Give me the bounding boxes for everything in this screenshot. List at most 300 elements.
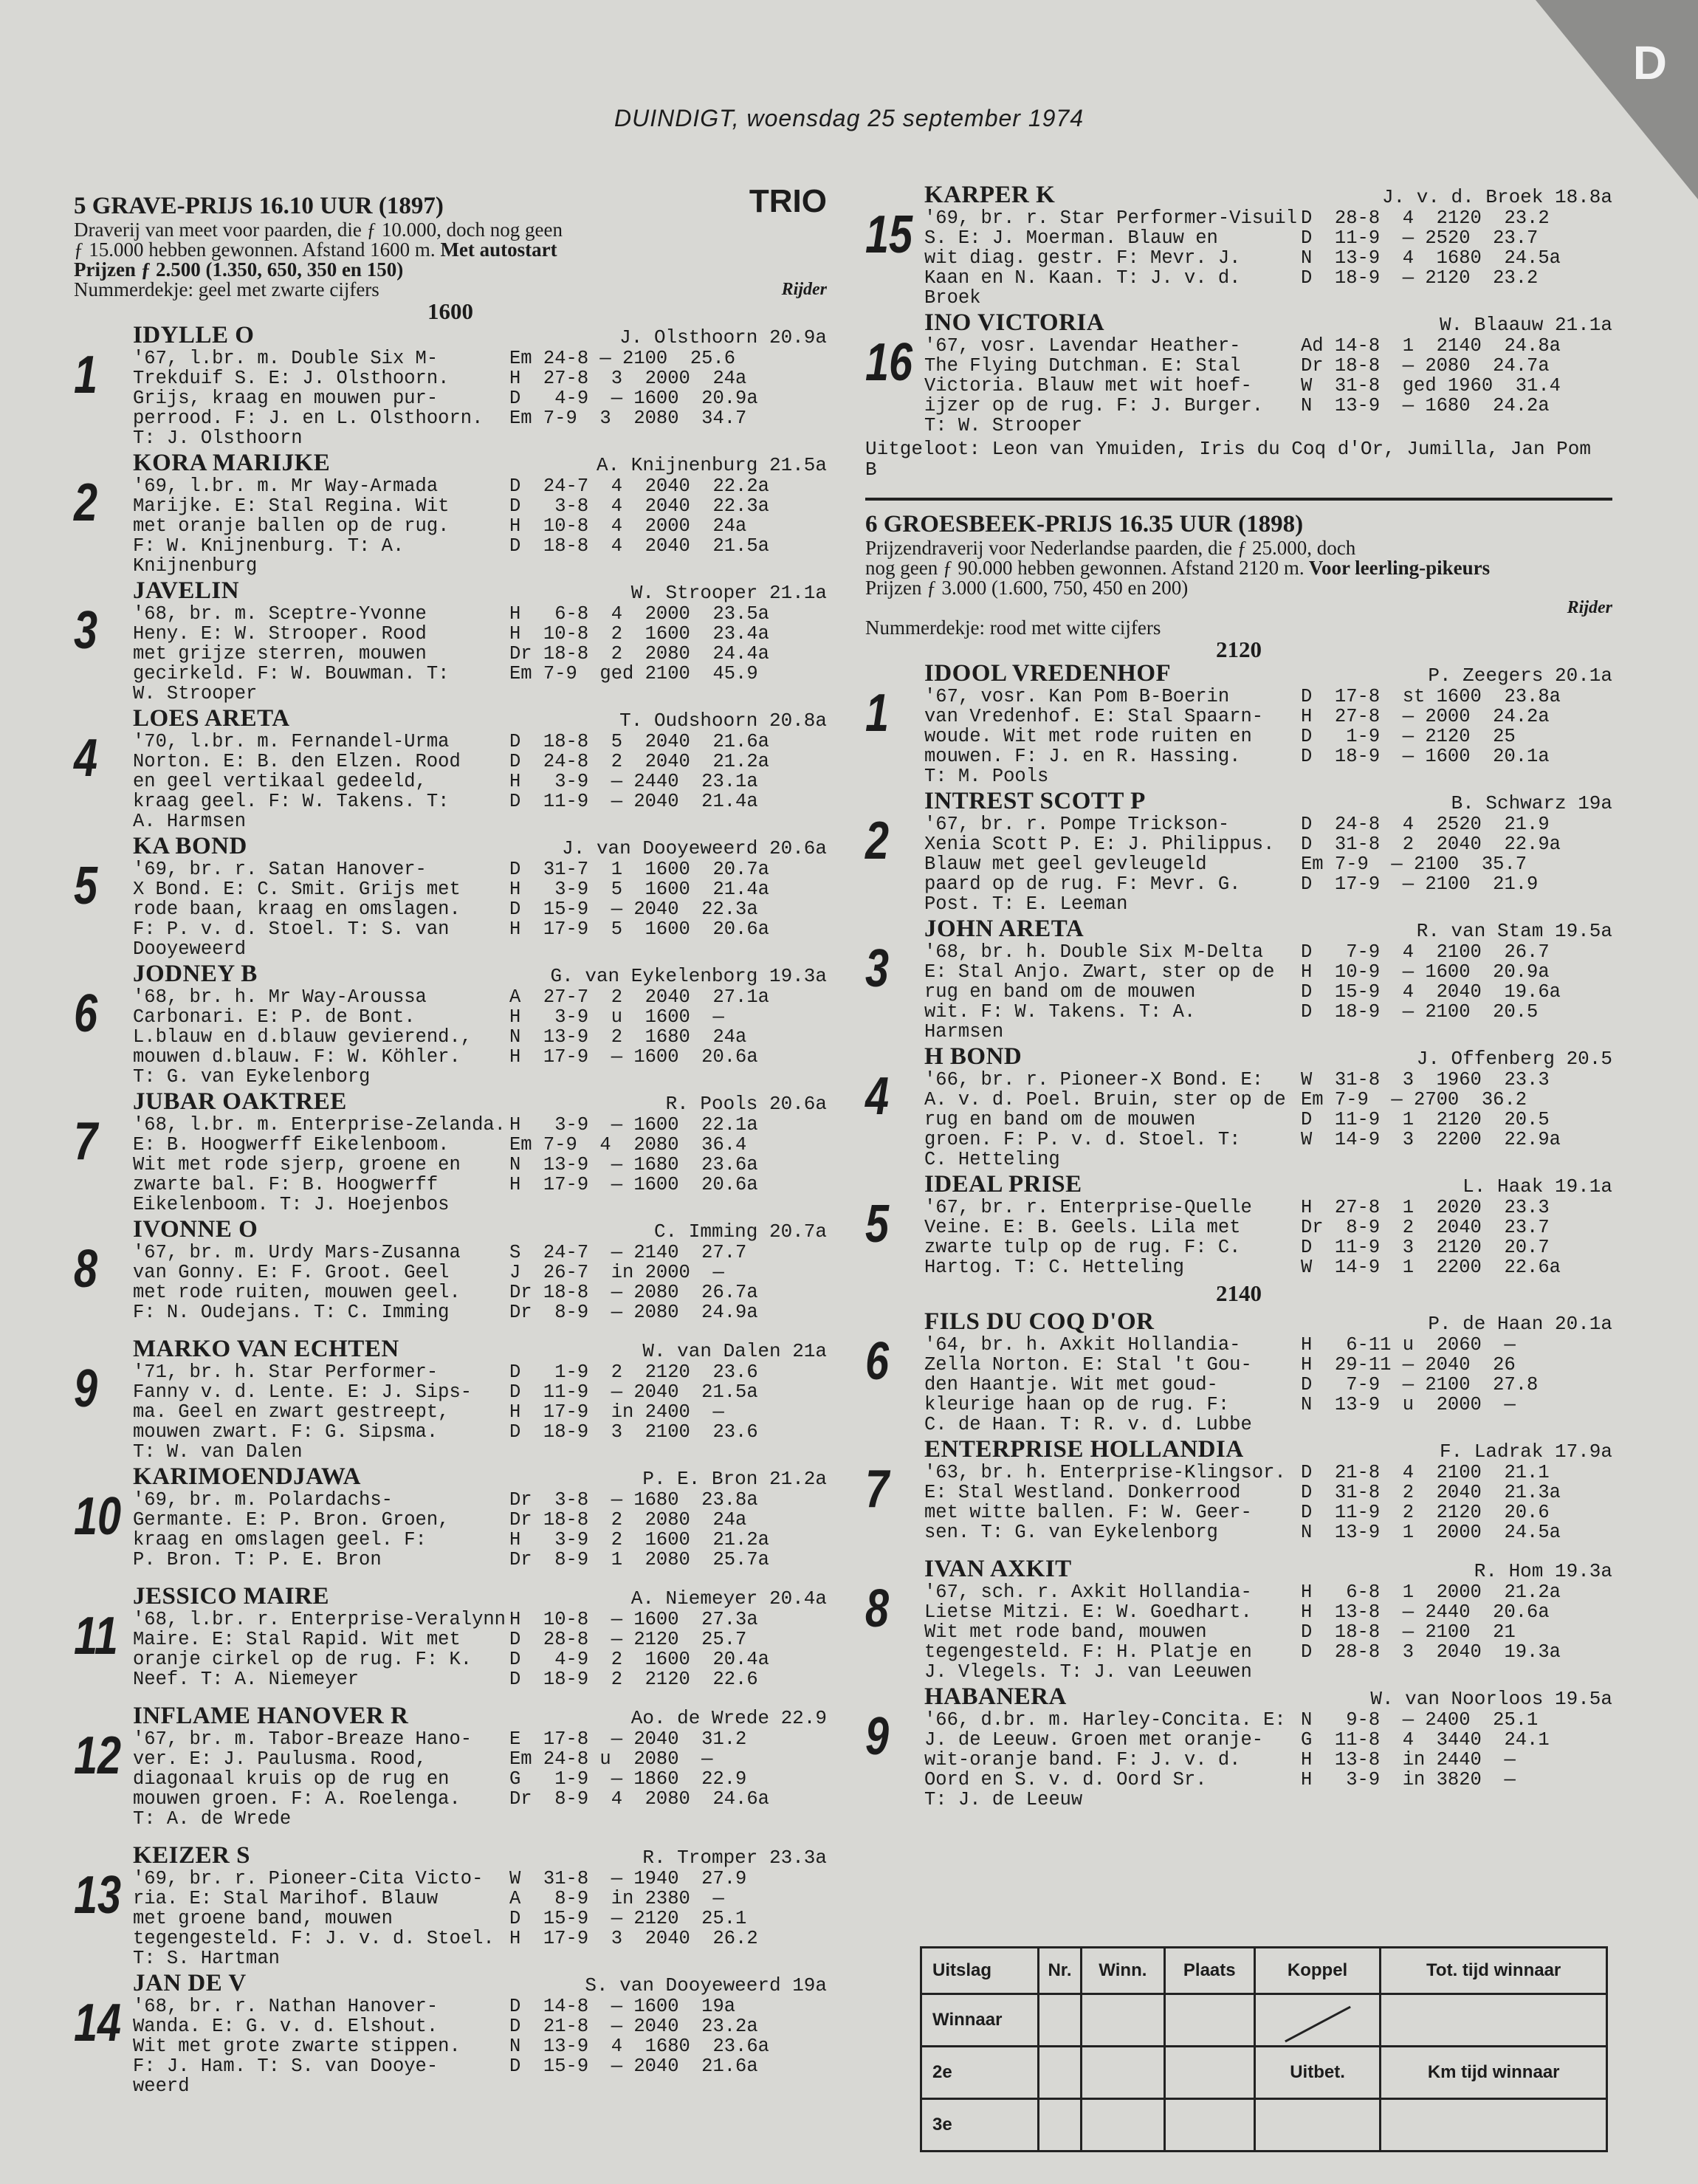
horse-body [924, 1582, 1612, 1682]
result-table-header [921, 1948, 1607, 1994]
start-number: 3 [865, 939, 890, 998]
horse-entry [74, 1704, 827, 1829]
race-5-condition-line: Draverij van meet voor paarden, die ƒ 10.000, doch nog geen [74, 219, 563, 241]
race-6-horse-list-2140 [865, 1310, 1612, 1810]
horse-name: KEIZER S [133, 1842, 250, 1869]
result-line: Dr 3-8 — 1680 23.8a [509, 1489, 758, 1511]
horse-description: '67, br. m. Tabor-Breaze Hano- ver. E: J. Paulusma. Rood, diagonaal kruis op de rug en mouwen groen. F: A. Roelenga. T: A. de Wrede [133, 1728, 472, 1830]
start-number: 4 [74, 729, 98, 788]
result-line: D 24-7 4 2040 22.2a [509, 475, 769, 497]
recent-results [1301, 1582, 1612, 1682]
horse-name: KA BOND [133, 833, 247, 859]
header-tot-tijd: Tot. tijd winnaar [1381, 1948, 1607, 1994]
horse-description: '64, br. h. Axkit Hollandia- Zella Norton. E: Stal 't Gou- den Haantje. Wit met goud- kleurige haan op de rug. F: C. de Haan. T: R. v. d. Lubbe [924, 1334, 1252, 1435]
race-5-header [74, 183, 827, 220]
horse-entry [74, 1337, 827, 1462]
driver-record: L. Haak 19.1a [1462, 1175, 1612, 1198]
result-line: D 4-9 2 1600 20.4a [509, 1649, 769, 1670]
horse-name: KARIMOENDJAWA [133, 1463, 362, 1490]
header-koppel: Koppel [1254, 1948, 1381, 1994]
driver-record: P. E. Bron 21.2a [642, 1468, 827, 1490]
recent-results [1301, 814, 1612, 914]
horse-entry [74, 1465, 827, 1570]
horse-header [133, 579, 827, 604]
result-line: H 10-8 — 1600 27.3a [509, 1609, 758, 1630]
horse-description: '67, br. m. Urdy Mars-Zusanna van Gonny. E: F. Groot. Geel met rode ruiten, mouwen geel. F: N. Oudejans. T: C. Imming [133, 1242, 461, 1323]
horse-entry [865, 1310, 1612, 1435]
cell-empty [1381, 1994, 1607, 2047]
cell-empty [1039, 2099, 1082, 2152]
result-line: W 31-8 3 1960 23.3 [1301, 1069, 1550, 1091]
driver-record: W. Blaauw 21.1a [1439, 314, 1612, 336]
horse-body [924, 1335, 1612, 1435]
horse-description: '69, br. r. Satan Hanover- X Bond. E: C. Smit. Grijs met rode baan, kraag en omslagen. F: P. v. d. Stoel. T: S. van Dooyeweerd [133, 859, 461, 960]
recent-results [509, 1490, 827, 1570]
result-line: D 11-9 — 2040 21.4a [509, 791, 758, 812]
result-line: H 3-9 in 3820 — [1301, 1769, 1516, 1790]
horse-body [924, 208, 1612, 308]
result-line: Em 7-9 ged 2100 45.9 [509, 663, 758, 684]
result-line: D 11-9 2 2120 20.6 [1301, 1502, 1550, 1523]
recent-results [509, 1243, 827, 1322]
race-5-distance-text: ƒ 15.000 hebben gewonnen. Afstand 1600 m. [74, 238, 436, 261]
driver-record: R. Hom 19.3a [1474, 1560, 1612, 1582]
cell-km-tijd: Km tijd winnaar [1381, 2047, 1607, 2099]
start-number: 1 [865, 684, 890, 743]
header-nr: Nr. [1039, 1948, 1082, 1994]
horse-header [924, 1045, 1612, 1070]
horse-name: JAN DE V [133, 1970, 247, 1996]
race-6-condition-line [865, 558, 1612, 578]
horse-name: MARKO VAN ECHTEN [133, 1336, 399, 1362]
horse-entry [865, 311, 1612, 436]
horse-description: '66, d.br. m. Harley-Concita. E: J. de Leeuw. Groen met oranje- wit-oranje band. F: J. v. d. Oord en S. v. d. Oord Sr. T: J. de Leeuw [924, 1709, 1286, 1810]
driver-record: P. Zeegers 20.1a [1428, 665, 1612, 687]
horse-entry [865, 1685, 1612, 1810]
horse-header [133, 1704, 827, 1729]
horse-entry [865, 917, 1612, 1042]
race-6-rijder-row [865, 598, 1612, 618]
horse-header [133, 1584, 827, 1610]
horse-description: '69, l.br. m. Mr Way-Armada Marijke. E: Stal Regina. Wit met oranje ballen op de rug. F: W. Knijnenburg. T: A. Knijnenburg [133, 475, 450, 577]
driver-record: R. van Stam 19.5a [1416, 920, 1612, 942]
result-line: A 8-9 in 2380 — [509, 1888, 724, 1909]
recent-results [509, 348, 827, 448]
result-line: H 6-8 1 2000 21.2a [1301, 1582, 1561, 1603]
horse-name: JAVELIN [133, 577, 240, 604]
driver-record: G. van Eykelenborg 19.3a [550, 965, 827, 987]
horse-header [133, 323, 827, 348]
recent-results [1301, 687, 1612, 786]
result-line: H 10-8 2 1600 23.4a [509, 623, 769, 645]
driver-record: W. Strooper 21.1a [630, 582, 827, 604]
race-5-autostart: Met autostart [435, 238, 557, 261]
horse-description: '68, br. m. Sceptre-Yvonne Heny. E: W. Strooper. Rood met grijze sterren, mouwen gecirkeld. F: W. Bouwman. T: W. Strooper [133, 603, 450, 704]
start-number: 16 [865, 333, 913, 392]
horse-description: '67, vosr. Kan Pom B-Boerin van Vredenhof. E: Stal Spaarn- woude. Wit met rode ruiten en mouwen. F: J. en R. Hassing. T: M. Pools [924, 686, 1264, 787]
horse-entry [865, 1045, 1612, 1170]
result-line: H 29-11 — 2040 26 [1301, 1354, 1516, 1376]
horse-body [133, 1729, 827, 1829]
race-6-distance-2140: 2140 [1216, 1280, 1262, 1306]
horse-body [924, 336, 1612, 436]
horse-description: '68, br. h. Double Six M-Delta E: Stal Anjo. Zwart, ster op de rug en band om de mouwen wit. F: W. Takens. T: A. Harmsen [924, 941, 1275, 1043]
rijder-label: Rijder [781, 280, 827, 299]
result-line: E 17-8 — 2040 31.2 [509, 1728, 747, 1750]
start-number: 1 [74, 346, 98, 405]
result-line: Dr 8-9 — 2080 24.9a [509, 1302, 758, 1323]
start-number: 13 [74, 1866, 122, 1925]
header-uitslag: Uitslag [921, 1948, 1039, 1994]
recent-results [1301, 336, 1612, 436]
horse-body [133, 1115, 827, 1215]
result-line: N 9-8 — 2400 25.1 [1301, 1709, 1539, 1731]
driver-record: J. Offenberg 20.5 [1416, 1048, 1612, 1070]
result-line: H 13-8 in 2440 — [1301, 1749, 1516, 1771]
section-divider [865, 498, 1612, 501]
uitgeloot-note: Uitgeloot: Leon van Ymuiden, Iris du Coq d'Or, Jumilla, Jan Pom B [865, 438, 1591, 481]
horse-description: '69, br. r. Star Performer-Visuil S. E: J. Moerman. Blauw en wit diag. gestr. F: Mevr. J. Kaan en N. Kaan. T: J. v. d. Broek [924, 207, 1297, 309]
recent-results [509, 1869, 827, 1968]
start-number: 5 [865, 1195, 890, 1254]
horse-entry [865, 662, 1612, 786]
horse-description: '67, br. r. Pompe Trickson- Xenia Scott P. E: J. Philippus. Blauw met geel gevleugeld paard op de rug. F: Mevr. G. Post. T: E. Leeman [924, 814, 1275, 915]
start-number: 8 [74, 1240, 98, 1299]
race-6-nummerdekje: Nummerdekje: rood met witte cijfers [865, 617, 1161, 639]
horse-header [133, 1465, 827, 1490]
result-line: D 18-8 4 2040 21.5a [509, 535, 769, 557]
result-line: H 17-9 5 1600 20.6a [509, 918, 769, 940]
result-line: A 27-7 2 2040 27.1a [509, 986, 769, 1008]
horse-entry [74, 451, 827, 576]
start-number: 6 [74, 984, 98, 1043]
driver-record: T. Oudshoorn 20.8a [619, 710, 827, 732]
horse-entry [74, 962, 827, 1087]
horse-name: HABANERA [924, 1683, 1067, 1710]
horse-body [924, 687, 1612, 786]
start-number: 5 [74, 856, 98, 916]
rijder-label: Rijder [1567, 598, 1612, 617]
race-6-conditions [865, 538, 1612, 598]
horse-body [924, 814, 1612, 914]
result-line: D 28-8 4 2120 23.2 [1301, 207, 1550, 229]
result-line: D 31-7 1 1600 20.7a [509, 859, 769, 880]
recent-results [1301, 1198, 1612, 1277]
race-6-header [865, 511, 1612, 538]
result-line: H 3-9 — 1600 22.1a [509, 1114, 758, 1136]
result-line: S 24-7 — 2140 27.7 [509, 1242, 747, 1263]
start-number: 9 [74, 1359, 98, 1418]
horse-header [924, 789, 1612, 814]
horse-header [133, 451, 827, 476]
result-line: Dr 18-8 2 2080 24.4a [509, 643, 769, 665]
dateline: DUINDIGT, woensdag 25 september 1974 [613, 105, 1085, 131]
horse-entry [74, 707, 827, 831]
horse-entry [74, 834, 827, 959]
result-line: D 31-8 2 2040 21.3a [1301, 1482, 1561, 1503]
result-line: D 1-9 — 2120 25 [1301, 726, 1516, 747]
horse-header [133, 834, 827, 859]
start-number: 11 [74, 1607, 118, 1666]
race-5-nummerdekje: Nummerdekje: geel met zwarte cijfers [74, 278, 379, 301]
driver-record: R. Pools 20.6a [665, 1093, 827, 1115]
result-line: H 3-9 u 1600 — [509, 1006, 724, 1028]
start-number: 15 [865, 205, 913, 264]
result-line: H 10-9 — 1600 20.9a [1301, 961, 1550, 983]
horse-body [133, 1243, 827, 1322]
recent-results [1301, 1463, 1612, 1542]
driver-record: P. de Haan 20.1a [1428, 1313, 1612, 1335]
race-5-distance-heading: 1600 [427, 298, 473, 324]
result-line: G 1-9 — 1860 22.9 [509, 1768, 747, 1790]
horse-name: INFLAME HANOVER R [133, 1703, 409, 1729]
race-5-title: 5 GRAVE-PRIJS 16.10 UUR (1897) [74, 193, 444, 219]
horse-description: '63, br. h. Enterprise-Klingsor. E: Stal Westland. Donkerrood met witte ballen. F: W. Geer- sen. T: G. van Eykelenborg [924, 1462, 1286, 1543]
start-number: 3 [74, 601, 98, 660]
horse-description: '68, l.br. r. Enterprise-Veralynn Maire. E: Stal Rapid. Wit met oranje cirkel op de rug. F: K. Neef. T: A. Niemeyer [133, 1609, 506, 1690]
horse-description: '70, l.br. m. Fernandel-Urma Norton. E: B. den Elzen. Rood en geel vertikaal gedeeld, kraag geel. F: W. Takens. T: A. Harmsen [133, 731, 461, 832]
result-line: D 28-8 — 2120 25.7 [509, 1629, 747, 1650]
result-line: H 27-8 — 2000 24.2a [1301, 706, 1550, 727]
result-line: H 17-9 — 1600 20.6a [509, 1174, 758, 1195]
recent-results [509, 604, 827, 704]
cell-empty [1164, 2047, 1254, 2099]
result-line: D 11-9 — 2520 23.7 [1301, 227, 1539, 249]
recent-results [509, 1996, 827, 2096]
race-6-distance-2120: 2120 [1216, 636, 1262, 662]
horse-header [924, 311, 1612, 336]
horse-name: KARPER K [924, 182, 1056, 208]
row-label-winnaar: Winnaar [921, 1994, 1039, 2047]
result-line: D 18-9 — 2100 20.5 [1301, 1001, 1539, 1023]
horse-entry [865, 789, 1612, 914]
result-line: Em 24-8 u 2080 — [509, 1748, 713, 1770]
cell-slash [1254, 1994, 1381, 2047]
driver-record: A. Niemeyer 20.4a [630, 1587, 827, 1610]
result-line: D 11-9 — 2040 21.5a [509, 1381, 758, 1403]
result-line: D 7-9 — 2100 27.8 [1301, 1374, 1539, 1395]
horse-entry [865, 1557, 1612, 1682]
result-line: Dr 18-8 — 2080 24.7a [1301, 355, 1550, 377]
cell-empty [1164, 1994, 1254, 2047]
horse-body [133, 987, 827, 1087]
race-6-condition-line: Prijzendraverij voor Nederlandse paarden, die ƒ 25.000, doch [865, 537, 1356, 559]
result-line: Dr 8-9 4 2080 24.6a [509, 1788, 769, 1810]
race-6-horse-list [865, 662, 1612, 1277]
horse-header [924, 1685, 1612, 1710]
start-number: 8 [865, 1579, 890, 1638]
result-line: D 7-9 4 2100 26.7 [1301, 941, 1550, 963]
result-line: D 21-8 4 2100 21.1 [1301, 1462, 1550, 1483]
result-row-2e [921, 2047, 1607, 2099]
horse-entry [74, 1971, 827, 2096]
horse-header [133, 1337, 827, 1362]
horse-description: '67, br. r. Enterprise-Quelle Veine. E: B. Geels. Lila met zwarte tulp op de rug. F: C. Hartog. T: C. Hetteling [924, 1197, 1252, 1278]
result-line: Ad 14-8 1 2140 24.8a [1301, 335, 1561, 357]
driver-record: S. van Dooyeweerd 19a [585, 1974, 827, 1996]
race-5-horse-list-cont [865, 183, 1612, 436]
slash-mark [1285, 2006, 1351, 2043]
recent-results [509, 732, 827, 831]
horse-description: '71, br. h. Star Performer- Fanny v. d. Lente. E: J. Sips- ma. Geel en zwart gestreept, mouwen zwart. F: G. Sipsma. T: W. van Dalen [133, 1361, 472, 1463]
horse-description: '67, sch. r. Axkit Hollandia- Lietse Mitzi. E: W. Goedhart. Wit met rode band, mouwen tegengesteld. F: H. Platje en J. Vlegels. T: J. van Leeuwen [924, 1582, 1252, 1683]
result-line: D 11-9 1 2120 20.5 [1301, 1109, 1550, 1130]
result-line: N 13-9 — 1680 23.6a [509, 1154, 758, 1175]
result-line: Em 7-9 — 2100 35.7 [1301, 854, 1527, 875]
driver-record: B. Schwarz 19a [1451, 792, 1612, 814]
result-line: Dr 8-9 2 2040 23.7 [1301, 1217, 1550, 1238]
horse-description: '69, br. r. Pioneer-Cita Victo- ria. E: Stal Marihof. Blauw met groene band, mouwen tegengesteld. F: J. v. d. Stoel. T: S. Hartman [133, 1868, 495, 1969]
cell-empty [1081, 1994, 1164, 2047]
horse-name: KORA MARIJKE [133, 450, 331, 476]
cell-empty [1039, 1994, 1082, 2047]
result-line: W 14-9 1 2200 22.6a [1301, 1257, 1561, 1278]
race-5-conditions [74, 220, 827, 280]
result-line: N 13-9 1 2000 24.5a [1301, 1522, 1561, 1543]
horse-name: JESSICO MAIRE [133, 1583, 329, 1610]
row-label-2e: 2e [921, 2047, 1039, 2099]
horse-description: '68, br. h. Mr Way-Aroussa Carbonari. E: P. de Bont. L.blauw en d.blauw gevierend., mouwen d.blauw. F: W. Köhler. T: G. van Eykelenborg [133, 986, 472, 1088]
race-5-prizes: Prijzen ƒ 2.500 (1.350, 650, 350 en 150) [74, 258, 404, 281]
horse-header [133, 1218, 827, 1243]
horse-header [924, 662, 1612, 687]
recent-results [509, 1610, 827, 1689]
result-line: D 24-8 4 2520 21.9 [1301, 814, 1550, 835]
result-line: W 14-9 3 2200 22.9a [1301, 1129, 1561, 1150]
horse-name: INTREST SCOTT P [924, 788, 1146, 814]
driver-record: Ao. de Wrede 22.9 [630, 1707, 827, 1729]
recent-results [1301, 1710, 1612, 1810]
recent-results [509, 1115, 827, 1215]
horse-entry [74, 1218, 827, 1322]
horse-name: INO VICTORIA [924, 309, 1105, 336]
race-6-leerling: Voor leerling-pikeurs [1304, 557, 1491, 579]
cell-empty [1081, 2047, 1164, 2099]
recent-results [509, 476, 827, 576]
result-line: W 31-8 ged 1960 31.4 [1301, 375, 1561, 396]
start-number: 4 [865, 1067, 890, 1126]
result-row-3e [921, 2099, 1607, 2152]
result-line: D 18-9 3 2100 23.6 [509, 1421, 758, 1443]
result-line: Em 7-9 — 2700 36.2 [1301, 1089, 1527, 1110]
result-line: H 6-11 u 2060 — [1301, 1334, 1516, 1356]
cell-empty [1381, 2099, 1607, 2152]
result-line: D 15-9 — 2040 22.3a [509, 899, 758, 920]
driver-record: A. Knijnenburg 21.5a [596, 454, 827, 476]
horse-name: JOHN ARETA [924, 916, 1085, 942]
recent-results [1301, 1335, 1612, 1435]
horse-body [133, 1490, 827, 1570]
horse-name: FILS DU COQ D'OR [924, 1308, 1155, 1335]
driver-record: C. Imming 20.7a [653, 1220, 827, 1243]
start-number: 9 [865, 1707, 890, 1766]
result-line: D 28-8 3 2040 19.3a [1301, 1641, 1561, 1663]
result-line: H 27-8 3 2000 24a [509, 368, 747, 389]
result-line: Dr 18-8 — 2080 26.7a [509, 1282, 758, 1303]
recent-results [1301, 208, 1612, 308]
horse-name: ENTERPRISE HOLLANDIA [924, 1436, 1244, 1463]
horse-body [133, 1869, 827, 1968]
horse-header [133, 1090, 827, 1115]
recent-results [509, 1362, 827, 1462]
horse-header [133, 707, 827, 732]
driver-record: F. Ladrak 17.9a [1439, 1440, 1612, 1463]
result-line: G 11-8 4 3440 24.1 [1301, 1729, 1550, 1751]
horse-description: '68, br. r. Nathan Hanover- Wanda. E: G. v. d. Elshout. Wit met grote zwarte stippen. F: J. Ham. T: S. van Dooye- weerd [133, 1996, 461, 2097]
horse-entry [74, 1584, 827, 1689]
race-5-nummer-row [74, 280, 827, 300]
result-line: D 1-9 2 2120 23.6 [509, 1361, 758, 1383]
driver-record: J. v. d. Broek 18.8a [1381, 186, 1612, 208]
result-line: H 3-9 — 2440 23.1a [509, 771, 758, 792]
horse-name: IVAN AXKIT [924, 1556, 1072, 1582]
result-table [920, 1946, 1608, 2152]
horse-entry [865, 1438, 1612, 1542]
race-6-distance-text: nog geen ƒ 90.000 hebben gewonnen. Afstand 2120 m. [865, 557, 1305, 579]
start-number: 2 [865, 811, 890, 870]
start-number: 10 [74, 1487, 122, 1546]
horse-header [924, 1310, 1612, 1335]
result-line: N 13-9 2 1680 24a [509, 1026, 747, 1048]
recent-results [1301, 942, 1612, 1042]
horse-name: IDEAL PRISE [924, 1171, 1082, 1198]
race-5-condition-line [74, 240, 827, 260]
horse-header [924, 1172, 1612, 1198]
recent-results [509, 859, 827, 959]
result-line: Dr 8-9 1 2080 25.7a [509, 1549, 769, 1570]
start-number: 7 [74, 1112, 98, 1171]
horse-body [133, 348, 827, 448]
result-line: H 27-8 1 2020 23.3 [1301, 1197, 1550, 1218]
result-line: D 17-9 — 2100 21.9 [1301, 873, 1539, 895]
result-line: D 15-9 — 2120 25.1 [509, 1908, 747, 1929]
result-line: D 18-9 — 2120 23.2 [1301, 267, 1539, 289]
horse-name: JUBAR OAKTREE [133, 1088, 347, 1115]
page-corner-fold [1536, 0, 1698, 199]
result-line: Em 7-9 4 2080 36.4 [509, 1134, 747, 1155]
horse-description: '67, l.br. m. Double Six M- Trekduif S. E: J. Olsthoorn. Grijs, kraag en mouwen pur- perrood. F: J. en L. Olsthoorn. T: J. Olsthoorn [133, 348, 484, 449]
result-line: H 17-9 in 2400 — [509, 1401, 724, 1423]
horse-body [133, 604, 827, 704]
trio-badge: TRIO [749, 183, 827, 219]
result-line: Em 7-9 3 2080 34.7 [509, 408, 747, 429]
horse-name: IDYLLE O [133, 322, 255, 348]
row-label-3e: 3e [921, 2099, 1039, 2152]
result-line: D 31-8 2 2040 22.9a [1301, 834, 1561, 855]
result-line: D 18-8 5 2040 21.6a [509, 731, 769, 752]
result-line: H 17-9 — 1600 20.6a [509, 1046, 758, 1068]
horse-description: '67, vosr. Lavendar Heather- The Flying Dutchman. E: Stal Victoria. Blauw met wit hoef- ijzer op de rug. F: J. Burger. T: W. Strooper [924, 335, 1264, 436]
horse-entry [865, 183, 1612, 308]
horse-body [133, 859, 827, 959]
horse-body [924, 1198, 1612, 1277]
recent-results [1301, 1070, 1612, 1170]
race-6-title: 6 GROESBEEK-PRIJS 16.35 UUR (1898) [865, 511, 1304, 538]
recent-results [509, 987, 827, 1087]
horse-entry [865, 1172, 1612, 1277]
cell-empty [1254, 2099, 1381, 2152]
cell-empty [1039, 2047, 1082, 2099]
result-line: D 18-9 — 1600 20.1a [1301, 746, 1550, 767]
horse-header [133, 962, 827, 987]
horse-body [924, 942, 1612, 1042]
horse-description: '66, br. r. Pioneer-X Bond. E: A. v. d. Poel. Bruin, ster op de rug en band om de mouwen groen. F: P. v. d. Stoel. T: C. Hetteling [924, 1069, 1286, 1170]
driver-record: J. Olsthoorn 20.9a [619, 326, 827, 348]
result-line: D 14-8 — 1600 19a [509, 1996, 736, 2017]
cell-empty [1164, 2099, 1254, 2152]
start-number: 14 [74, 1994, 122, 2053]
result-line: D 4-9 — 1600 20.9a [509, 388, 758, 409]
